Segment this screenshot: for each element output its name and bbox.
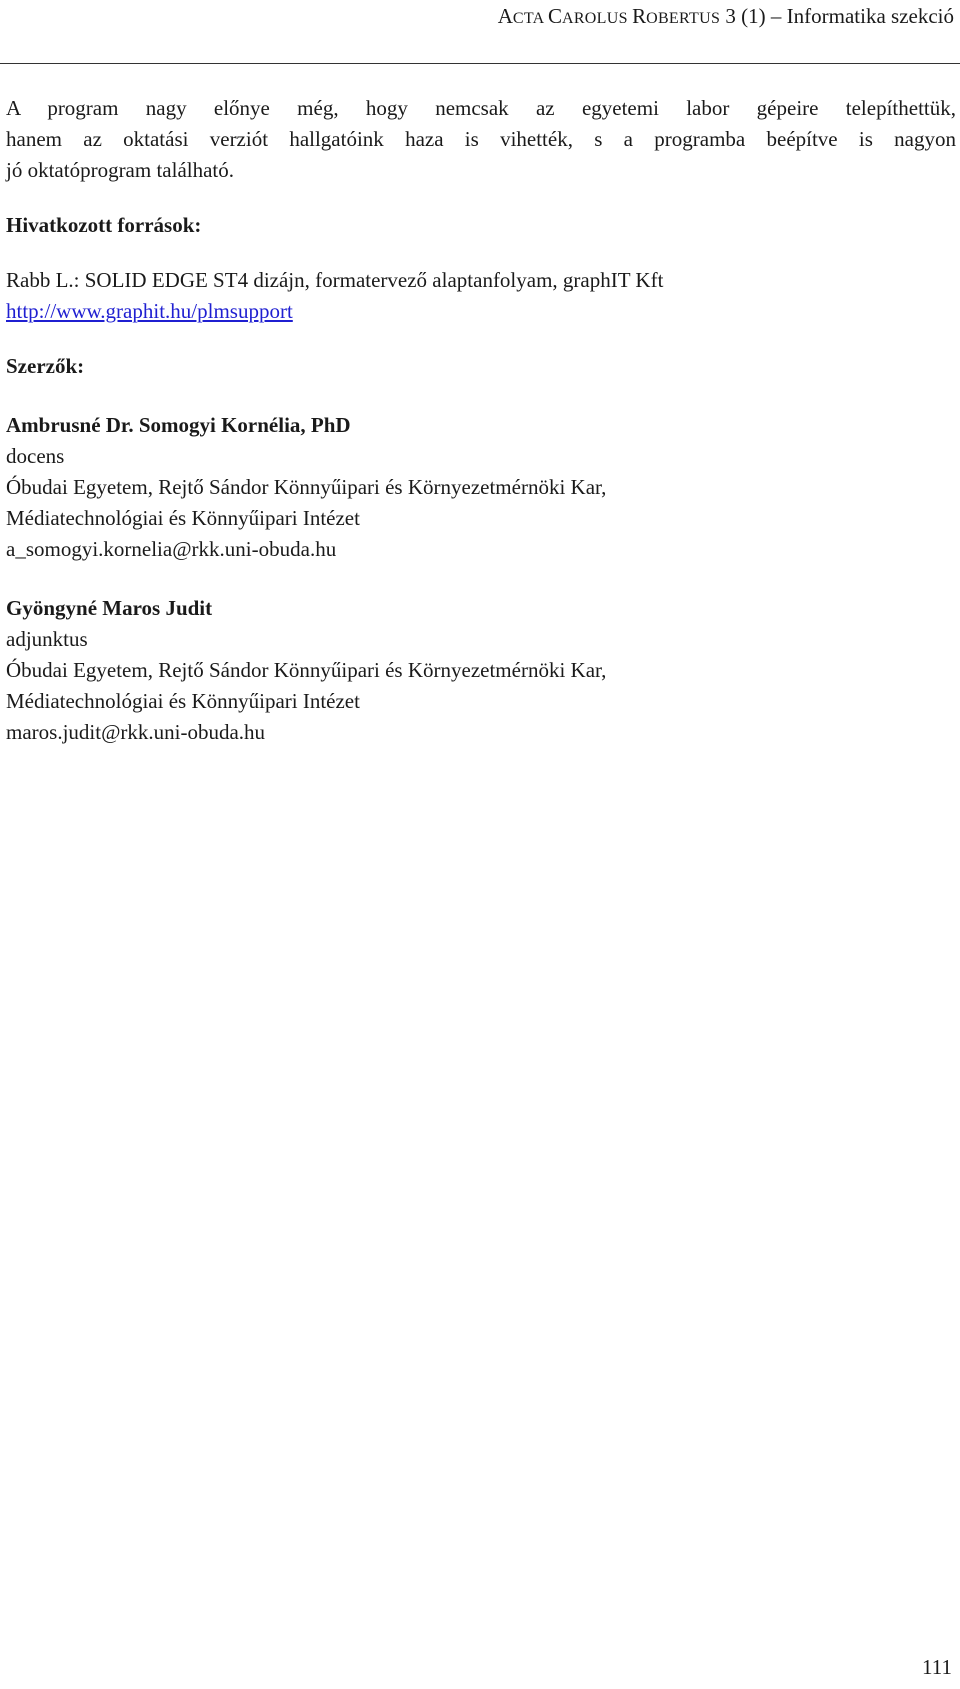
intro-line: jó oktatóprogram található. — [6, 158, 235, 182]
author-email: a_somogyi.kornelia@rkk.uni-obuda.hu — [6, 537, 337, 561]
author-title: docens — [6, 444, 65, 468]
author-name: Ambrusné Dr. Somogyi Kornélia, PhD — [6, 413, 351, 437]
running-head-rest: 3 (1) – Informatika szekció — [720, 4, 954, 28]
page-header — [0, 0, 960, 64]
reference-entry — [6, 265, 956, 327]
running-head-f: OBERTUS — [646, 10, 721, 27]
running-head-e: R — [632, 4, 647, 28]
author-affiliation: Médiatechnológiai és Könnyűipari Intézet — [6, 506, 360, 530]
author-title: adjunktus — [6, 627, 88, 651]
author-name: Gyöngyné Maros Judit — [6, 596, 213, 620]
authors-heading: Szerzők: — [6, 354, 85, 378]
author-affiliation: Óbudai Egyetem, Rejtő Sándor Könnyűipari és Környezetmérnöki Kar, — [6, 658, 607, 682]
author-email: maros.judit@rkk.uni-obuda.hu — [6, 720, 266, 744]
running-head — [498, 4, 954, 31]
page-number: 111 — [922, 1655, 952, 1679]
intro-line: A program nagy előnye még, hogy nemcsak az egyetemi labor gépeire telepíthettük, — [6, 96, 956, 120]
author-block — [6, 593, 956, 748]
running-head-a: A — [497, 4, 513, 28]
reference-citation: Rabb L.: SOLID EDGE ST4 dizájn, formatervező alaptanfolyam, graphIT Kft — [6, 268, 664, 292]
author-affiliation: Médiatechnológiai és Könnyűipari Intézet — [6, 689, 360, 713]
author-block — [6, 410, 956, 565]
intro-paragraph — [6, 93, 956, 186]
running-head-d: AROLUS — [561, 10, 633, 27]
author-affiliation: Óbudai Egyetem, Rejtő Sándor Könnyűipari és Környezetmérnöki Kar, — [6, 475, 607, 499]
intro-line: hanem az oktatási verziót hallgatóink haza is vihették, s a programba beépítve is nagyon — [6, 127, 956, 151]
page-content — [6, 93, 956, 748]
reference-link[interactable]: http://www.graphit.hu/plmsupport — [6, 299, 293, 323]
references-heading: Hivatkozott források: — [6, 213, 202, 237]
running-head-c: C — [547, 4, 562, 28]
running-head-b: CTA — [512, 10, 548, 27]
